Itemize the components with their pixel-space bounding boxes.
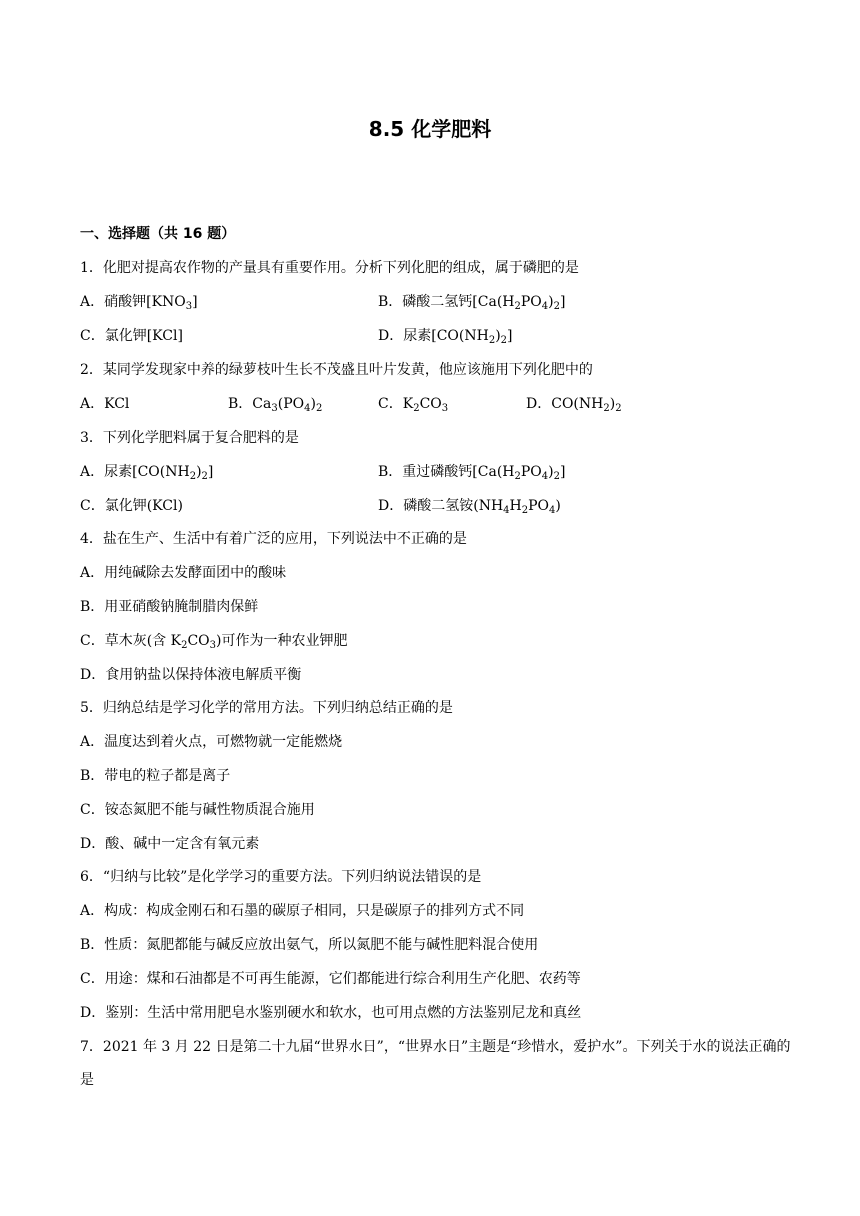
question-5-stem: 5．归纳总结是学习化学的常用方法。下列归纳总结正确的是 — [80, 700, 453, 716]
question-3-option-a: A．尿素$[CO(NH_2)_2]$ — [80, 464, 214, 482]
question-6-option-c: C．用途：煤和石油都是不可再生能源，它们都能进行综合利用生产化肥、农药等 — [80, 971, 581, 987]
question-1-stem: 1．化肥对提高农作物的产量具有重要作用。分析下列化肥的组成，属于磷肥的是 — [80, 260, 579, 276]
question-2-option-b: B．$Ca_3(PO_4)_2$ — [228, 396, 323, 414]
section-heading: 一、选择题（共 16 题） — [80, 226, 236, 242]
question-5-option-a: A．温度达到着火点，可燃物就一定能燃烧 — [80, 734, 343, 750]
question-4-option-c: C．草木灰(含 $K_2CO_3$)可作为一种农业钾肥 — [80, 633, 348, 651]
question-6-option-d: D．鉴别：生活中常用肥皂水鉴别硬水和软水，也可用点燃的方法鉴别尼龙和真丝 — [80, 1005, 582, 1021]
question-1-option-c: C．氯化钾[KCl] — [80, 328, 183, 344]
question-5-option-d: D．酸、碱中一定含有氧元素 — [80, 836, 260, 852]
question-4-option-d: D．食用钠盐以保持体液电解质平衡 — [80, 667, 302, 683]
question-2-option-c: C．$K_2CO_3$ — [378, 396, 449, 414]
question-3-option-b: B．重过磷酸钙$[Ca(H_2PO_4)_2]$ — [378, 464, 566, 482]
question-3-option-d: D．磷酸二氢铵$(NH_4H_2PO_4)$ — [378, 498, 561, 516]
question-4-stem: 4．盐在生产、生活中有着广泛的应用，下列说法中不正确的是 — [80, 531, 467, 547]
question-7-stem: 7．2021 年 3 月 22 日是第二十九届“世界水日”，“世界水日”主题是“珍惜水，爱护水”。下列关于水的说法正确的是 — [80, 1039, 791, 1088]
question-5-option-c: C．铵态氮肥不能与碱性物质混合施用 — [80, 802, 315, 818]
question-3-stem: 3．下列化学肥料属于复合肥料的是 — [80, 430, 299, 446]
question-6-option-b: B．性质：氮肥都能与碱反应放出氨气，所以氮肥不能与碱性肥料混合使用 — [80, 937, 539, 953]
question-2-option-a: A．KCl — [80, 396, 130, 412]
question-5-option-b: B．带电的粒子都是离子 — [80, 768, 231, 784]
question-1-option-a: A．硝酸钾$[KNO_3]$ — [80, 294, 198, 312]
question-1-option-d: D．尿素$[CO(NH_2)_2]$ — [378, 328, 513, 346]
question-6-option-a: A．构成：构成金刚石和石墨的碳原子相同，只是碳原子的排列方式不同 — [80, 903, 525, 919]
question-4-option-a: A．用纯碱除去发酵面团中的酸味 — [80, 565, 287, 581]
question-4-option-b: B．用亚硝酸钠腌制腊肉保鲜 — [80, 599, 259, 615]
question-3-option-c: C．氯化钾(KCl) — [80, 498, 183, 514]
question-1-option-b: B．磷酸二氢钙$[Ca(H_2PO_4)_2]$ — [378, 294, 566, 312]
page-title: 8.5 化学肥料 — [368, 117, 492, 141]
question-6-stem: 6．“归纳与比较”是化学学习的重要方法。下列归纳说法错误的是 — [80, 869, 482, 885]
question-2-option-d: D．$CO(NH_2)_2$ — [526, 396, 622, 414]
question-2-stem: 2．某同学发现家中养的绿萝枝叶生长不茂盛且叶片发黄，他应该施用下列化肥中的 — [80, 362, 593, 378]
